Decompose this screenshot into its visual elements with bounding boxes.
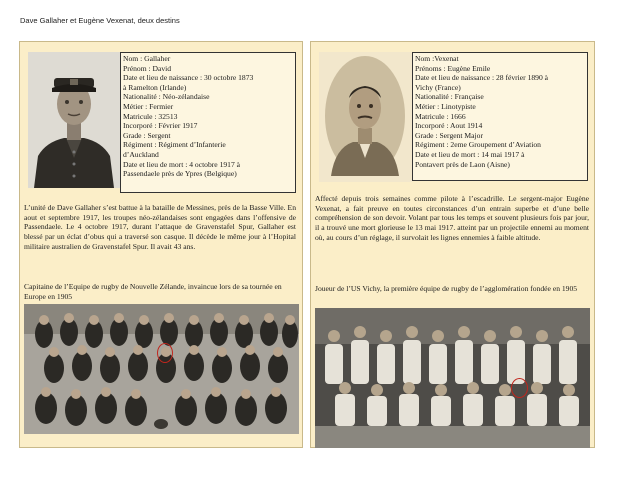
info-line: Régiment : Régiment d’Infanterie bbox=[123, 140, 226, 150]
gallaher-paragraph: L’unité de Dave Gallaher s’est battue à la bataille de Messines, près de la Basse Ville. En aout et septembre 1917, les troupes néo-zélandaises sont engagées dans l’offensive de Passendaele. Le 4 octobre 1917, durant l’attaque de Gravenstafel Spur, Gallaher est blessé par un éclat d’obus qui a traversé son casque. Il décède le même jour à l’Hopital militaire australien de Gravenstafel Spur. Il avait 43 ans. bbox=[24, 203, 296, 251]
document-title: Dave Gallaher et Eugène Vexenat, deux destins bbox=[20, 16, 180, 25]
info-line: Matricule : 32513 bbox=[123, 111, 178, 121]
info-line: Date et lieu de naissance : 30 octobre 1873 bbox=[123, 73, 254, 83]
gallaher-photo-caption: Capitaine de l’Equipe de rugby de Nouvelle Zélande, invaincue lors de sa tournée en Europe en 1905 bbox=[24, 282, 282, 301]
new-zealand-team-photo bbox=[24, 304, 299, 434]
info-line: Prénoms : Eugène Emile bbox=[415, 63, 491, 73]
vexenat-photo-caption: Joueur de l’US Vichy, la première équipe de rugby de l’agglomération fondée en 1905 bbox=[315, 284, 578, 293]
oval-portrait-image bbox=[319, 52, 412, 182]
gallaher-panel bbox=[19, 41, 303, 448]
gallaher-info-box bbox=[120, 52, 296, 193]
vexenat-highlight-circle bbox=[511, 378, 528, 398]
team-group-image bbox=[24, 304, 299, 434]
info-line: à Ramelton (Irlande) bbox=[123, 82, 187, 92]
info-line: d’Auckland bbox=[123, 149, 159, 159]
vexenat-paragraph: Affecté depuis trois semaines comme pilote à l’escadrille. Le sergent-major Eugène Vexenat, a fait preuve en toutes circonstances d’un entrain superbe et d’une belle compréhension de son devoir. Volant par tous les temps et souvent plusieurs fois par jour, il a trouvé une mort glorieuse le 13 mai 1917. atteint par un projectile ennemi au moment où, au cours d’un réglage, il survolait les lignes ennemies à faible altitude. bbox=[315, 194, 589, 242]
info-line: Grade : Sergent Major bbox=[415, 130, 483, 140]
info-line: Nom :Vexenat bbox=[415, 54, 459, 63]
info-line: Métier : Fermier bbox=[123, 101, 174, 111]
info-line: Prénom : David bbox=[123, 63, 172, 73]
vexenat-portrait-photo bbox=[319, 52, 412, 182]
info-line: Nationalité : Néo-zélandaise bbox=[123, 92, 210, 102]
info-line: Nom : Gallaher bbox=[123, 54, 171, 63]
info-line: Matricule : 1666 bbox=[415, 111, 466, 121]
soldier-portrait-image bbox=[28, 52, 120, 188]
team-group-image bbox=[315, 308, 590, 448]
info-line: Nationalité : Française bbox=[415, 92, 484, 102]
info-line: Incorporé : Aout 1914 bbox=[415, 121, 483, 131]
gallaher-highlight-circle bbox=[157, 343, 173, 363]
info-line: Passendaele près de Ypres (Belgique) bbox=[123, 169, 237, 179]
info-line: Date et lieu de naissance : 28 février 1890 à bbox=[415, 73, 549, 83]
vexenat-info-box bbox=[412, 52, 588, 181]
info-line: Pontavert près de Laon (Aisne) bbox=[415, 159, 510, 169]
info-line: Incorporé : Février 1917 bbox=[123, 121, 198, 131]
info-line: Régiment : 2eme Groupement d’Aviation bbox=[415, 140, 541, 150]
info-line: Date et lieu de mort : 4 octobre 1917 à bbox=[123, 159, 241, 169]
info-line: Métier : Linotypiste bbox=[415, 101, 476, 111]
vexenat-panel bbox=[310, 41, 595, 448]
info-line: Vichy (France) bbox=[415, 82, 461, 92]
us-vichy-team-photo bbox=[315, 308, 590, 448]
info-line: Grade : Sergent bbox=[123, 130, 171, 140]
info-line: Date et lieu de mort : 14 mai 1917 à bbox=[415, 149, 525, 159]
gallaher-portrait-photo bbox=[28, 52, 120, 188]
